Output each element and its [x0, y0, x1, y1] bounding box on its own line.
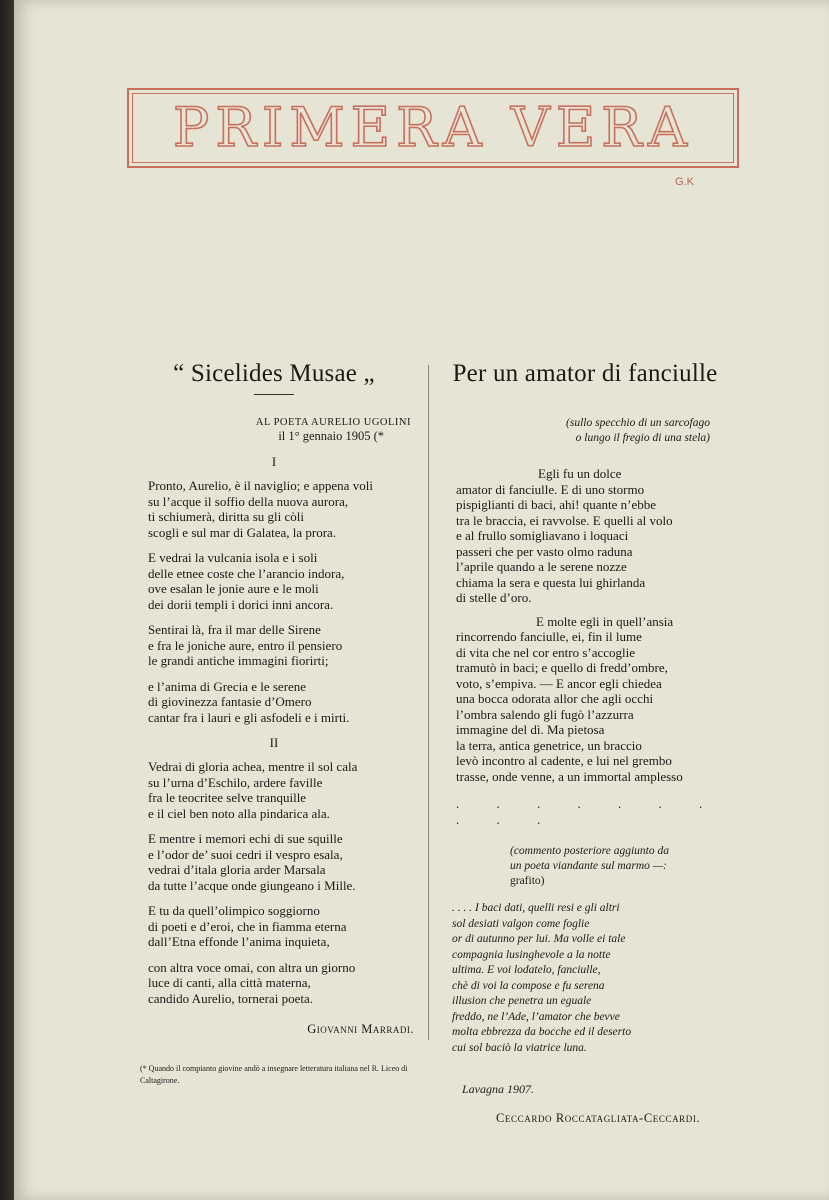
verse-line: delle etnee coste che l’arancio indora,	[148, 565, 345, 581]
verse-line: luce di canti, alla città materna,	[148, 975, 311, 990]
verse-line: sol desiati valgon come foglie	[452, 917, 590, 930]
verse-line: su l’acque il soffio della nuova aurora,	[148, 493, 349, 509]
verse-line: dall’Etna effonde l’anima inquieta,	[148, 934, 330, 949]
stanza	[148, 478, 414, 540]
verse-line: Vedrai di gloria achea, mentre il sol cala	[148, 759, 358, 774]
verse-line: e l’anima di Grecia e le serene	[148, 678, 307, 694]
verse-line: tra le braccia, ei ravvolse. E quelli al volo	[456, 512, 673, 528]
section-numeral-2: II	[269, 735, 279, 750]
sonnet-2	[134, 759, 414, 1006]
title-rule	[254, 394, 294, 395]
verse-line: cui sol baciò la viatrice luna.	[452, 1041, 587, 1054]
verse-line: Sentirai là, fra il mar delle Sirene	[148, 622, 321, 637]
decorative-header	[127, 88, 739, 168]
subtitle-line: (sullo specchio di un sarcofago	[566, 417, 710, 429]
verse-line: da tutte l’acque onde giungeano i Mille.	[148, 877, 356, 893]
verse-line: con altra voce omai, con altra un giorno	[148, 959, 356, 975]
stanza	[148, 679, 414, 726]
verse-line: dei dorii templi i dorici inni ancora.	[148, 596, 334, 612]
poem-stanza-3	[452, 901, 730, 1056]
verse-line: pispiglianti di baci, ahi! quante n’ebbe	[456, 497, 656, 512]
right-column	[440, 360, 730, 1126]
verse-line: freddo, ne l’Ade, l’amator che bevve	[452, 1010, 620, 1023]
verse-line: le grandi antiche immagini fiorirti;	[148, 653, 329, 668]
poem-subtitle	[440, 416, 730, 446]
verse-line: rincorrendo fanciulle, ei, fin il lume	[456, 629, 642, 644]
stanza	[148, 903, 414, 950]
comment-line: grafito)	[510, 875, 545, 887]
verse-line: Egli fu un dolce	[538, 466, 622, 481]
verse-line: E mentre i memori echi di sue squille	[148, 831, 343, 846]
section-numeral-1: I	[271, 454, 277, 469]
verse-line: illusion che penetra un eguale	[452, 995, 592, 1007]
author-signature-right: Ceccardo Roccatagliata-Ceccardi.	[496, 1111, 701, 1125]
verse-line: E vedrai la vulcania isola e i soli	[148, 550, 318, 565]
verse-line: or di autunno per lui. Ma volle ei tale	[452, 933, 626, 945]
commentary-note	[510, 844, 730, 889]
stanza	[148, 831, 414, 893]
verse-line: Pronto, Aurelio, è il naviglio; e appena voli	[148, 478, 373, 493]
verse-line: chè di voi la compose e fu serena	[452, 979, 605, 992]
verse-line: fra le teocritee selve tranquille	[148, 790, 307, 805]
verse-line: di vita che nel cor entro s’accoglie	[456, 644, 636, 660]
page-binding-edge	[0, 0, 14, 1200]
place-date: Lavagna 1907.	[462, 1082, 534, 1096]
verse-line: amator di fanciulle. E di uno stormo	[456, 481, 645, 497]
verse-line: la terra, antica genetrice, un braccio	[456, 737, 642, 753]
stanza	[148, 550, 414, 612]
dedication-date: il 1° gennaio 1905 (*	[278, 429, 384, 443]
subtitle-line: o lungo il fregio di una stela)	[575, 432, 710, 444]
verse-line: di stelle d’oro.	[456, 590, 532, 605]
verse-line: vedrai d’itala gloria arder Marsala	[148, 862, 326, 877]
verse-line: molta ebbrezza da bocche ed il deserto	[452, 1026, 632, 1038]
verse-line: di poeti e d’eroi, che in fiamma eterna	[148, 918, 347, 934]
stanza	[148, 759, 414, 821]
author-signature-left: Giovanni Marradi.	[307, 1022, 414, 1036]
verse-line: compagnia lusinghevole a la notte	[452, 948, 611, 961]
verse-line: e il ciel ben noto alla pindarica ala.	[148, 805, 330, 821]
verse-line: trasse, onde venne, a un immortal amplesso	[456, 768, 683, 784]
verse-line: ove esalan le jonie aure e le moli	[148, 581, 319, 596]
verse-line: voto, s’empiva. — E ancor egli chiedea	[456, 675, 662, 691]
footnote: (* Quando il compianto giovine andò a insegnare letteratura italiana nel R. Liceo di Caltagirone.	[140, 1064, 408, 1085]
verse-line: E tu da quell’olimpico soggiorno	[148, 903, 320, 918]
verse-line: l’ombra salendo gli fugò l’azzurra	[456, 706, 634, 722]
comment-line: un poeta viandante sul marmo —:	[510, 860, 667, 872]
verse-line: cantar fra i lauri e gli asfodeli e i mirti.	[148, 709, 350, 725]
verse-line: ultima. E voi lodatelo, fanciulle,	[452, 964, 601, 976]
verse-line: su l’urna d’Eschilo, ardere faville	[148, 774, 323, 790]
verse-line: ti schiumerà, diritta su gli còli	[148, 509, 304, 524]
verse-line: . . . . I baci dati, quelli resi e gli altri	[452, 902, 620, 914]
verse-line: tramutò in baci; e quello di fredd’ombre,	[456, 660, 668, 675]
verse-line: candido Aurelio, tornerai poeta.	[148, 990, 313, 1006]
stanza	[148, 960, 414, 1007]
verse-line: e fra le joniche aure, entro il pensiero	[148, 637, 343, 653]
verse-line: l’aprile quando a le serene nozze	[456, 559, 627, 574]
verse-line: una bocca odorata allor che agli occhi	[456, 691, 654, 706]
comment-line: (commento posteriore aggiunto da	[510, 845, 669, 857]
poem-stanza-2	[456, 614, 730, 785]
sonnet-1	[134, 478, 414, 725]
document-page	[14, 0, 829, 1200]
verse-line: e l’odor de’ suoi cedri il vespro esala,	[148, 846, 343, 862]
poem-title-right: Per un amator di fanciulle	[452, 360, 718, 387]
verse-line: di giovinezza fantasie d’Omero	[148, 694, 312, 709]
column-divider	[428, 365, 429, 1040]
verse-line: e al frullo somigliavano i loquaci	[456, 528, 629, 543]
verse-line: chiama la sera e questa lui ghirlanda	[456, 574, 646, 590]
verse-line: E molte egli in quell’ansia	[536, 613, 674, 629]
header-title: PRIMERA VERA	[173, 96, 693, 159]
poem-title-left: “ Sicelides Musae „	[173, 360, 375, 387]
verse-line: passeri che per vasto olmo raduna	[456, 543, 633, 559]
ellipsis-dots: . . . . . . . . . .	[456, 796, 720, 827]
artist-monogram: G.K	[675, 176, 694, 188]
left-column	[134, 360, 414, 1087]
verse-line: levò incontro al cadente, e lui nel grembo	[456, 753, 672, 768]
dedication: AL POETA AURELIO UGOLINI	[255, 417, 411, 428]
poem-stanza-1	[456, 466, 730, 606]
verse-line: scogli e sul mar di Galatea, la prora.	[148, 524, 337, 540]
verse-line: immagine del dì. Ma pietosa	[456, 722, 605, 737]
stanza	[148, 622, 414, 669]
